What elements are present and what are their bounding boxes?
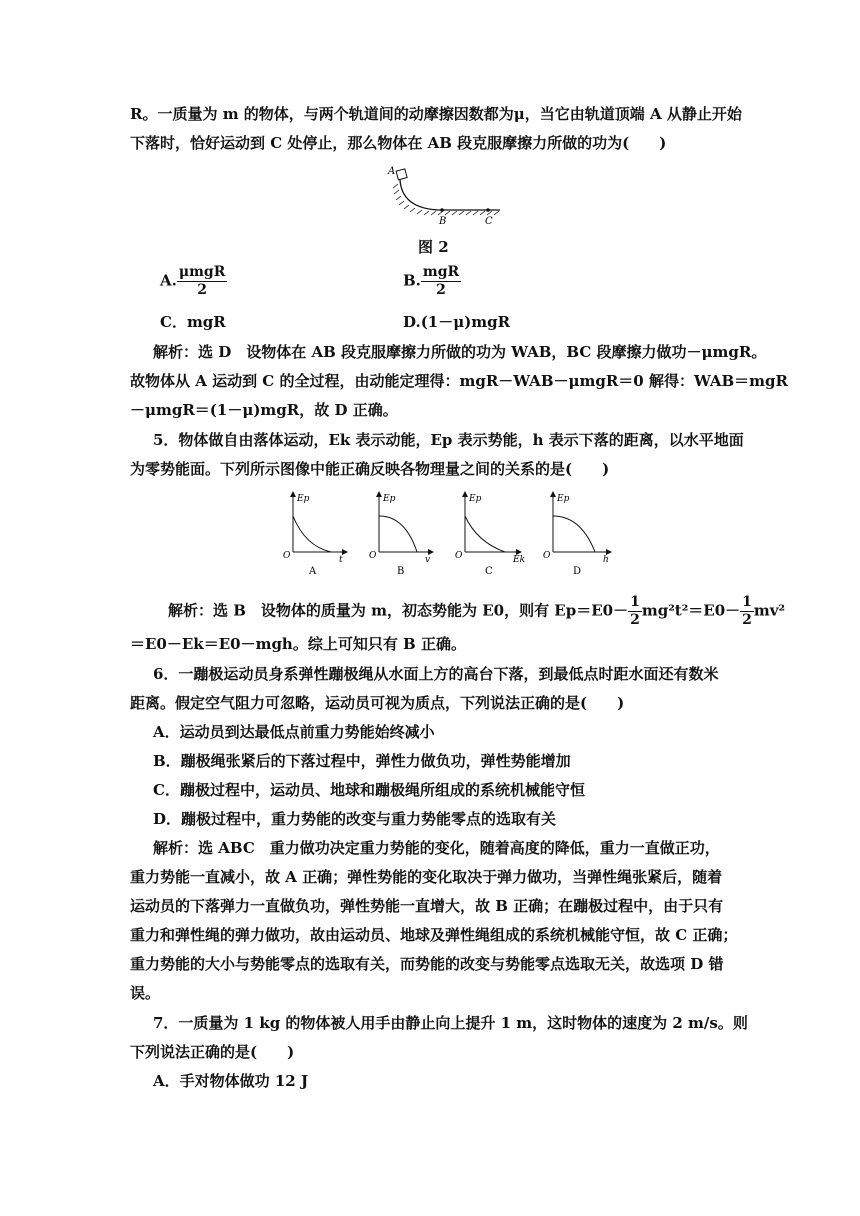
figure-caption: 图 2 [418, 238, 449, 256]
label-b: B [439, 216, 447, 227]
q6-analysis-line-4: 重力和弹性绳的弹力做功，故由运动员、地球及弹性绳组成的系统机械能守恒，故 C 正确； [130, 926, 738, 944]
q4-option-c: C．mgR [160, 313, 226, 331]
svg-text:O: O [369, 551, 377, 561]
svg-text:D: D [573, 566, 582, 577]
q5-text-line-1: 5．物体做自由落体运动，Ek 表示动能，Ep 表示势能，h 表示下落的距离，以水平地面 [153, 431, 744, 449]
q6-analysis-line-6: 误。 [130, 984, 161, 1002]
q6-text-line-2: 距离。假定空气阻力可忽略，运动员可视为质点，下列说法正确的是( ) [130, 694, 625, 712]
q5-text-line-2: 为零势能面。下列所示图像中能正确反映各物理量之间的关系的是( ) [130, 460, 610, 478]
q4-analysis-line-3: －μmgR＝(1－μ)mgR，故 D 正确。 [130, 401, 398, 419]
svg-text:t: t [339, 555, 343, 565]
q4-text-line-1: R。一质量为 m 的物体，与两个轨道间的动摩擦因数都为μ，当它由轨道顶端 A 从静止开始 [130, 105, 742, 123]
q6-analysis-line-5: 重力势能的大小与势能零点的选取有关，而势能的改变与势能零点选取无关，故选项 D 错 [130, 955, 724, 973]
graph-a [283, 494, 345, 577]
q5-analysis-line-1: 解析：选 B 设物体的质量为 m，初态势能为 E0，则有 Ep＝E0－ $\frac{1}{2}$ mg²t²＝E0－ $\frac{1}{2}$ mv² [168, 594, 786, 628]
q6-text-line-1: 6．一蹦极运动员身系弹性蹦极绳从水面上方的高台下落，到最低点时距水面还有数米 [153, 665, 719, 683]
svg-text:v: v [425, 555, 431, 565]
graph-d [543, 494, 609, 577]
svg-text:Ep: Ep [383, 494, 396, 504]
graph-c [455, 494, 525, 577]
svg-text:Ek: Ek [513, 555, 526, 565]
svg-text:h: h [603, 555, 609, 565]
block-icon [396, 169, 407, 180]
q4-text-line-2: 下落时，恰好运动到 C 处停止，那么物体在 AB 段克服摩擦力所做的功为( ) [130, 134, 667, 152]
q7-option-a: A．手对物体做功 12 J [153, 1072, 309, 1090]
q6-analysis-line-3: 运动员的下落弹力一直做负功，弹性势能一直增大，故 B 正确；在蹦极过程中，由于只有 [130, 897, 724, 915]
svg-text:Ep: Ep [297, 494, 310, 504]
svg-text:C: C [485, 566, 493, 577]
q4-option-b: B. $\frac{\text{mgR}}{2}$ [403, 264, 460, 298]
q6-option-c: C．蹦极过程中，运动员、地球和蹦极绳所组成的系统机械能守恒 [153, 781, 585, 799]
graph-b [369, 494, 431, 577]
q6-option-b: B．蹦极绳张紧后的下落过程中，弹性力做负功，弹性势能增加 [153, 752, 571, 770]
q6-analysis-line-1: 解析：选 ABC 重力做功决定重力势能的变化，随着高度的降低，重力一直做正功， [153, 839, 720, 857]
q4-track-figure [378, 162, 508, 230]
svg-text:Ep: Ep [469, 494, 482, 504]
svg-text:O: O [283, 551, 291, 561]
q4-option-a: A. $\frac{\text{μmgR}}{2}$ [160, 264, 226, 298]
svg-text:O: O [543, 551, 551, 561]
q4-option-d: D.(1－μ)mgR [403, 313, 511, 331]
q4-analysis-line-1: 解析：选 D 设物体在 AB 段克服摩擦力所做的功为 WAB，BC 段摩擦力做功－μmgR。 [153, 343, 767, 361]
svg-text:O: O [455, 551, 463, 561]
q5-graphs [275, 488, 625, 580]
svg-text:B: B [397, 566, 405, 577]
q7-text-line-1: 7．一质量为 1 kg 的物体被人用手由静止向上提升 1 m，这时物体的速度为 2 m/s。则 [153, 1014, 748, 1032]
q7-text-line-2: 下列说法正确的是( ) [130, 1043, 295, 1061]
q5-analysis-line-2: ＝E0－Ek＝E0－mgh。综上可知只有 B 正确。 [130, 635, 466, 653]
q6-analysis-line-2: 重力势能一直减小，故 A 正确；弹性势能的变化取决于弹力做功，当弹性绳张紧后，随着 [130, 868, 723, 886]
q6-option-d: D．蹦极过程中，重力势能的改变与重力势能零点的选取有关 [153, 810, 557, 828]
label-a: A [388, 166, 396, 177]
q6-option-a: A．运动员到达最低点前重力势能始终减小 [153, 723, 435, 741]
svg-text:A: A [309, 566, 317, 577]
svg-text:Ep: Ep [557, 494, 570, 504]
label-c: C [485, 216, 493, 227]
q4-analysis-line-2: 故物体从 A 运动到 C 的全过程，由动能定理得：mgR－WAB－μmgR＝0 解得：WAB＝mgR [130, 372, 788, 390]
